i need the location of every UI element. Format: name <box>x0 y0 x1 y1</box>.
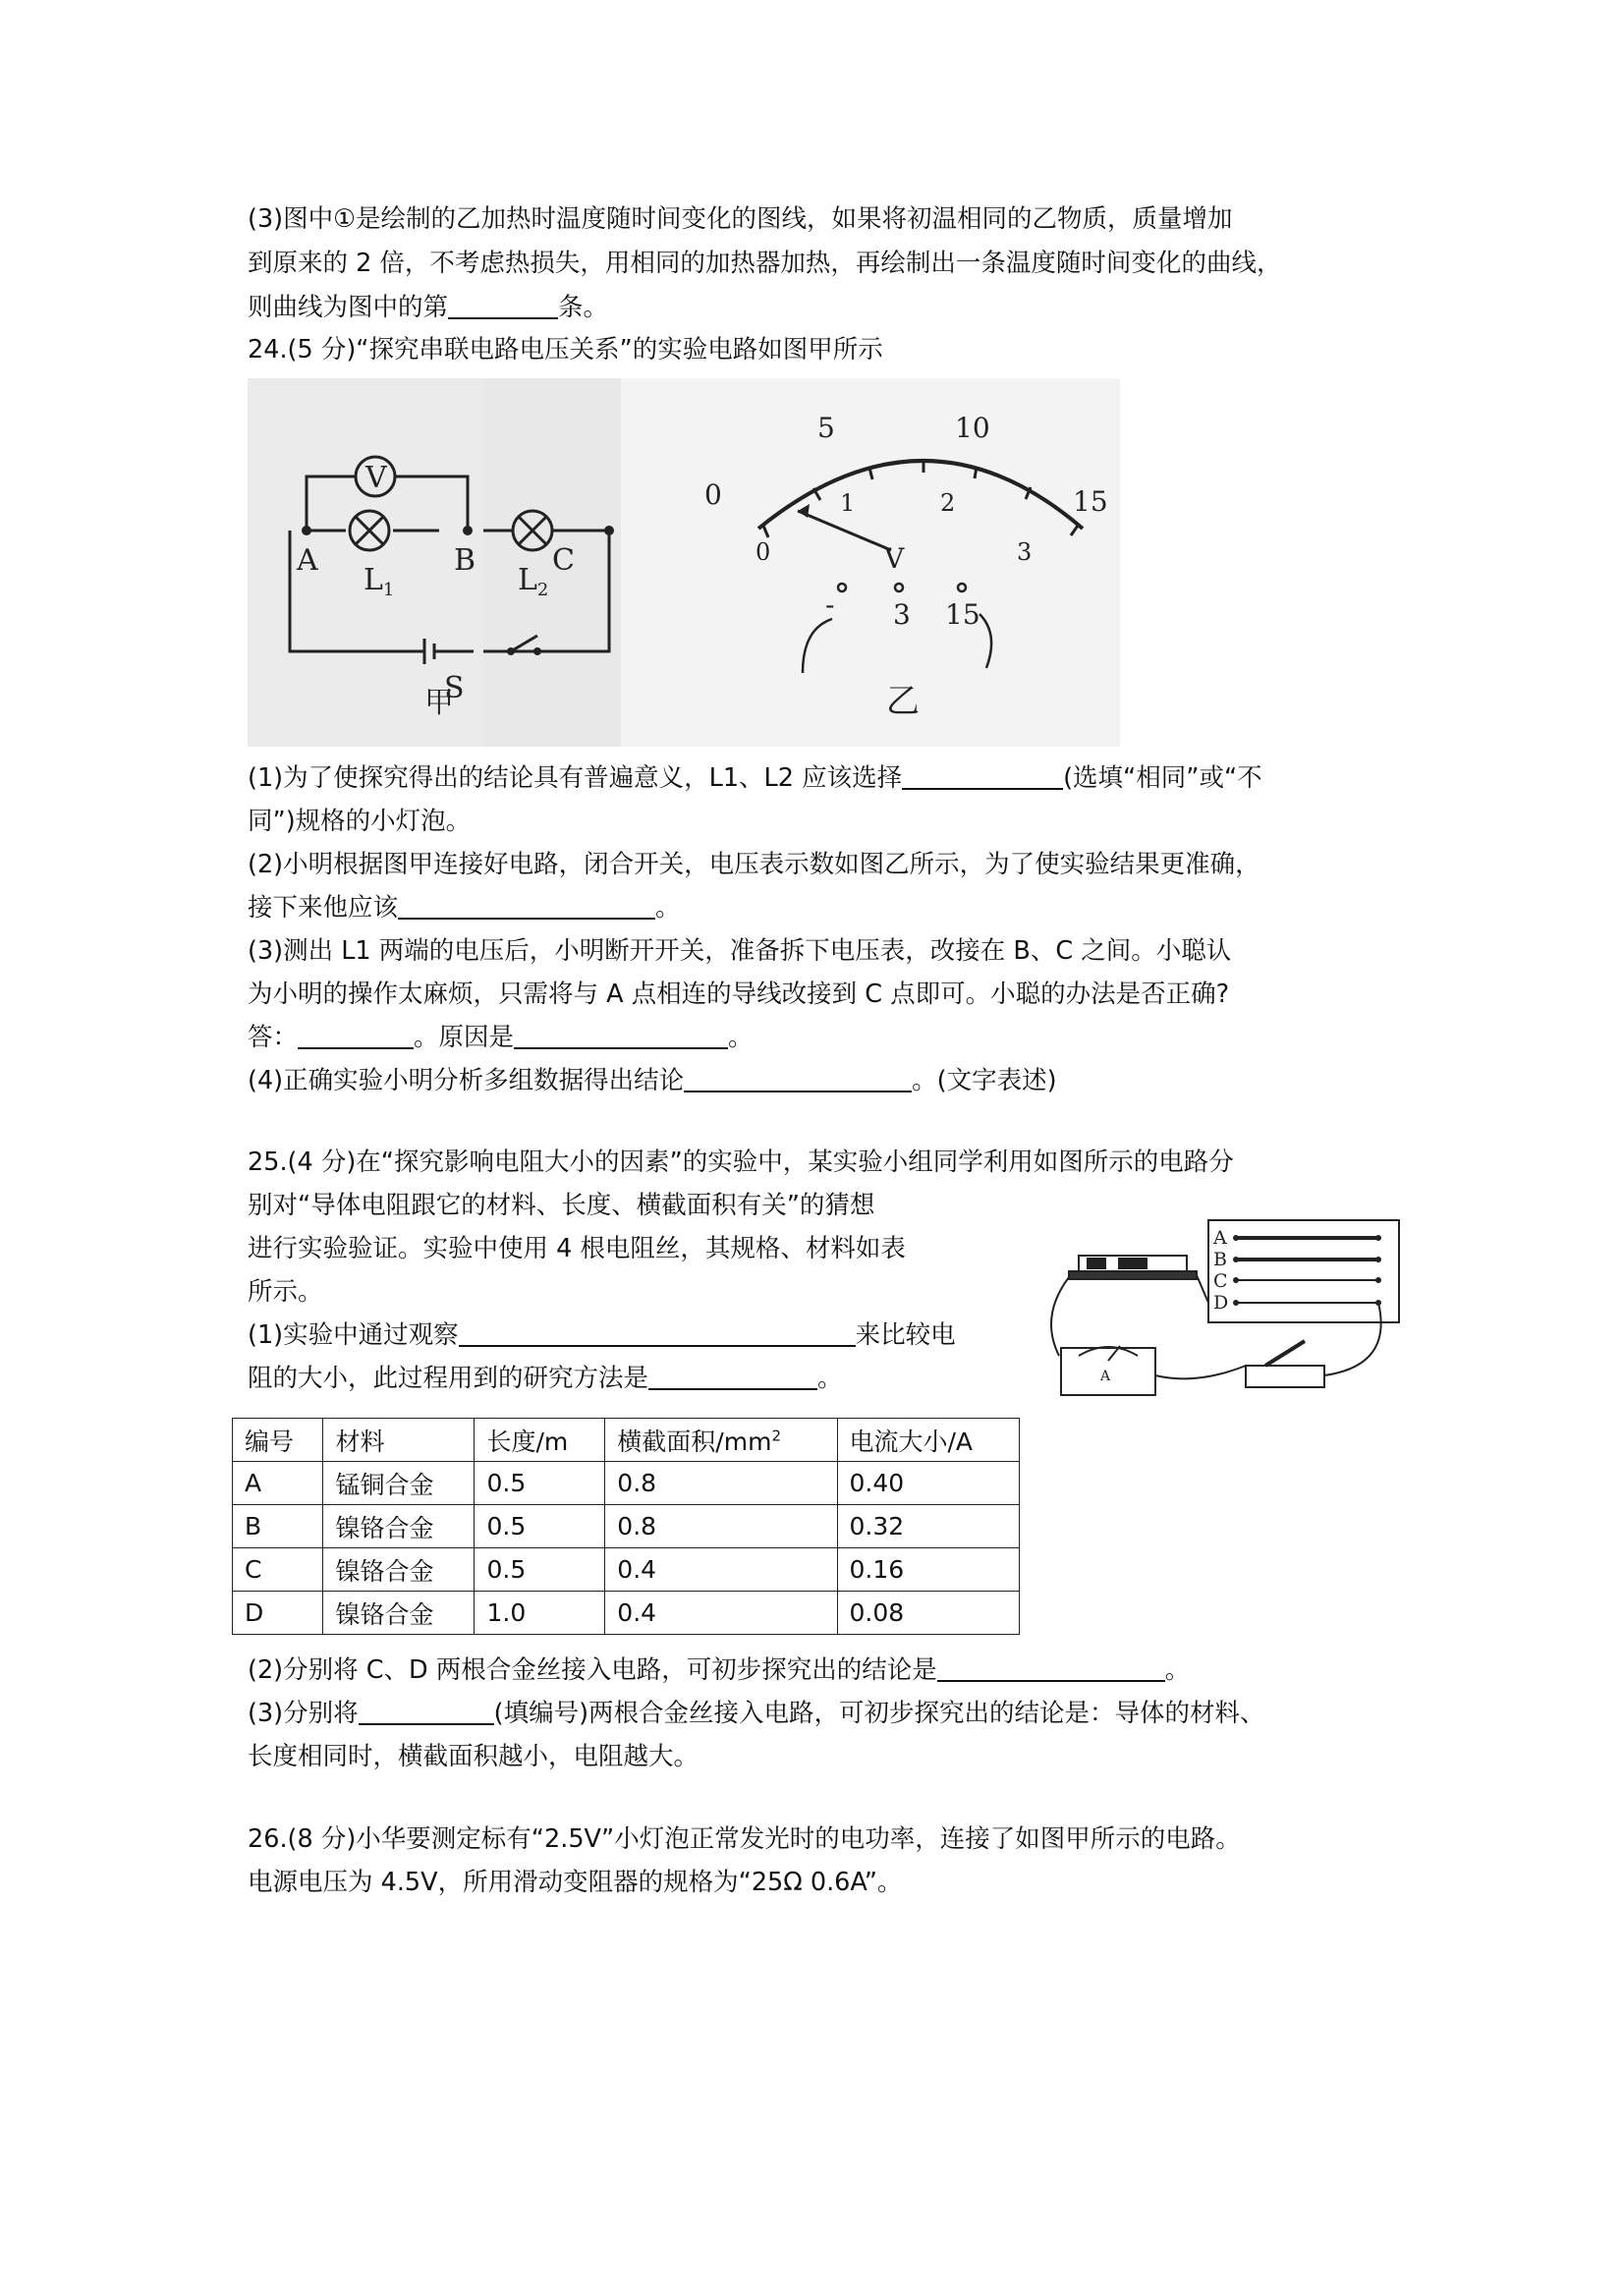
outer-tick-5: 5 <box>817 412 835 444</box>
answer-blank[interactable] <box>359 1698 494 1725</box>
q25-p3-line1: (3)分别将 (填编号)两根合金丝接入电路，可初步探究出的结论是：导体的材料、 <box>248 1699 1265 1728</box>
q23-3-line3: 则曲线为图中的第 条。 <box>248 293 609 322</box>
answer-blank[interactable] <box>937 1654 1165 1682</box>
inner-tick-3: 3 <box>1017 538 1033 566</box>
figure-yi-caption: 乙 <box>886 682 920 721</box>
terminal-15: 15 <box>945 598 980 631</box>
wire-a-label: A <box>1213 1227 1227 1249</box>
q24-p3-line3: 答： 。原因是 。 <box>248 1023 754 1052</box>
ammeter-label: A <box>1100 1369 1111 1384</box>
q23-3-line1: (3)图中①是绘制的乙加热时温度随时间变化的图线，如果将初温相同的乙物质，质量增加 <box>248 204 1233 234</box>
q25-line2: 别对“导体电阻跟它的材料、长度、横截面积有关”的猜想 <box>248 1191 875 1220</box>
unit-label: V <box>884 542 905 575</box>
node-a-label: A <box>297 543 318 578</box>
answer-blank[interactable] <box>514 1022 728 1049</box>
table-row: C 镍铬合金 0.5 0.4 0.16 <box>233 1548 1020 1592</box>
q24-p4: (4)正确实验小明分析多组数据得出结论 。(文字表述) <box>248 1066 1057 1095</box>
outer-tick-15: 15 <box>1073 485 1108 518</box>
q25-line3: 进行实验验证。实验中使用 4 根电阻丝，其规格、材料如表 <box>248 1234 906 1263</box>
q25-line4: 所示。 <box>248 1277 323 1307</box>
resistance-experiment-figure <box>1039 1218 1405 1415</box>
q25-p1-line1: (1)实验中通过观察 来比较电 <box>248 1320 956 1350</box>
q24-p2-line1: (2)小明根据图甲连接好电路，闭合开关，电压表示数如图乙所示，为了使实验结果更准确， <box>248 850 1260 879</box>
header-material: 材料 <box>323 1419 475 1462</box>
node-b-label: B <box>454 543 476 578</box>
table-row: A 锰铜合金 0.5 0.8 0.40 <box>233 1462 1020 1505</box>
lamp-l2-label: $L_2$ <box>518 563 549 600</box>
terminal-minus: - <box>825 588 835 621</box>
q24-p2-line2: 接下来他应该 。 <box>248 893 681 923</box>
table-row: D 镍铬合金 1.0 0.4 0.08 <box>233 1592 1020 1635</box>
header-area: 横截面积$/mm^2$ <box>605 1419 837 1462</box>
answer-blank[interactable] <box>648 1363 817 1390</box>
inner-tick-1: 1 <box>840 489 856 517</box>
table-row: B 镍铬合金 0.5 0.8 0.32 <box>233 1505 1020 1548</box>
answer-blank[interactable] <box>902 762 1063 790</box>
table-header-row <box>233 1419 1020 1462</box>
node-c-label: C <box>552 543 575 578</box>
outer-tick-10: 10 <box>955 412 990 444</box>
outer-tick-0: 0 <box>704 478 722 511</box>
answer-blank[interactable] <box>459 1319 856 1347</box>
inner-tick-2: 2 <box>940 489 956 517</box>
q25-p2: (2)分别将 C、D 两根合金丝接入电路，可初步探究出的结论是 。 <box>248 1655 1191 1685</box>
wire-spec-table <box>232 1418 1020 1635</box>
q24-p1-line2: 同”)规格的小灯泡。 <box>248 807 472 836</box>
q24-p3-line1: (3)测出 L1 两端的电压后，小明断开开关，准备拆下电压表，改接在 B、C 之间。小聪认 <box>248 936 1232 966</box>
header-current: 电流大小/A <box>837 1419 1020 1462</box>
voltmeter-label: V <box>365 461 387 495</box>
q26-line1: 26.(8 分)小华要测定标有“2.5V”小灯泡正常发光时的电功率，连接了如图甲所示的电路。 <box>248 1824 1241 1854</box>
q25-p3-line2: 长度相同时，横截面积越小，电阻越大。 <box>248 1742 700 1771</box>
q24-p1-line1: (1)为了使探究得出的结论具有普遍意义，L1、L2 应该选择 (选填“相同”或“不 <box>248 763 1262 793</box>
answer-blank[interactable] <box>398 892 655 920</box>
inner-tick-0: 0 <box>756 538 771 566</box>
terminal-3: 3 <box>893 598 911 631</box>
q25-line1: 25.(4 分)在“探究影响电阻大小的因素”的实验中，某实验小组同学利用如图所示的电路分 <box>248 1148 1234 1177</box>
q25-p1-line2: 阻的大小，此过程用到的研究方法是 。 <box>248 1364 843 1393</box>
header-id: 编号 <box>233 1419 323 1462</box>
q24-title: 24.(5 分)“探究串联电路电压关系”的实验电路如图甲所示 <box>248 335 883 364</box>
wire-d-label: D <box>1213 1292 1229 1314</box>
q26-line2: 电源电压为 4.5V，所用滑动变阻器的规格为“25Ω 0.6A”。 <box>248 1868 903 1897</box>
circuit-diagram-jia <box>248 378 483 747</box>
wire-c-label: C <box>1213 1270 1228 1292</box>
switch-label: S <box>444 671 465 705</box>
q24-p3-line2: 为小明的操作太麻烦，只需将与 A 点相连的导线改接到 C 点即可。小聪的办法是否正确? <box>248 980 1230 1009</box>
q23-3-line2: 到原来的 2 倍，不考虑热损失，用相同的加热器加热，再绘制出一条温度随时间变化的曲线， <box>248 249 1282 278</box>
voltmeter-diagram-yi <box>621 378 1120 747</box>
lamp-l1-label: $L_1$ <box>364 563 395 600</box>
wire-b-label: B <box>1213 1249 1227 1270</box>
answer-blank[interactable] <box>684 1065 912 1092</box>
answer-blank[interactable] <box>298 1022 414 1049</box>
answer-blank[interactable] <box>448 292 558 319</box>
circuit-diagram-jia-right <box>483 378 621 747</box>
header-length: 长度/m <box>475 1419 605 1462</box>
figure-jia-caption: 甲 <box>424 686 454 720</box>
